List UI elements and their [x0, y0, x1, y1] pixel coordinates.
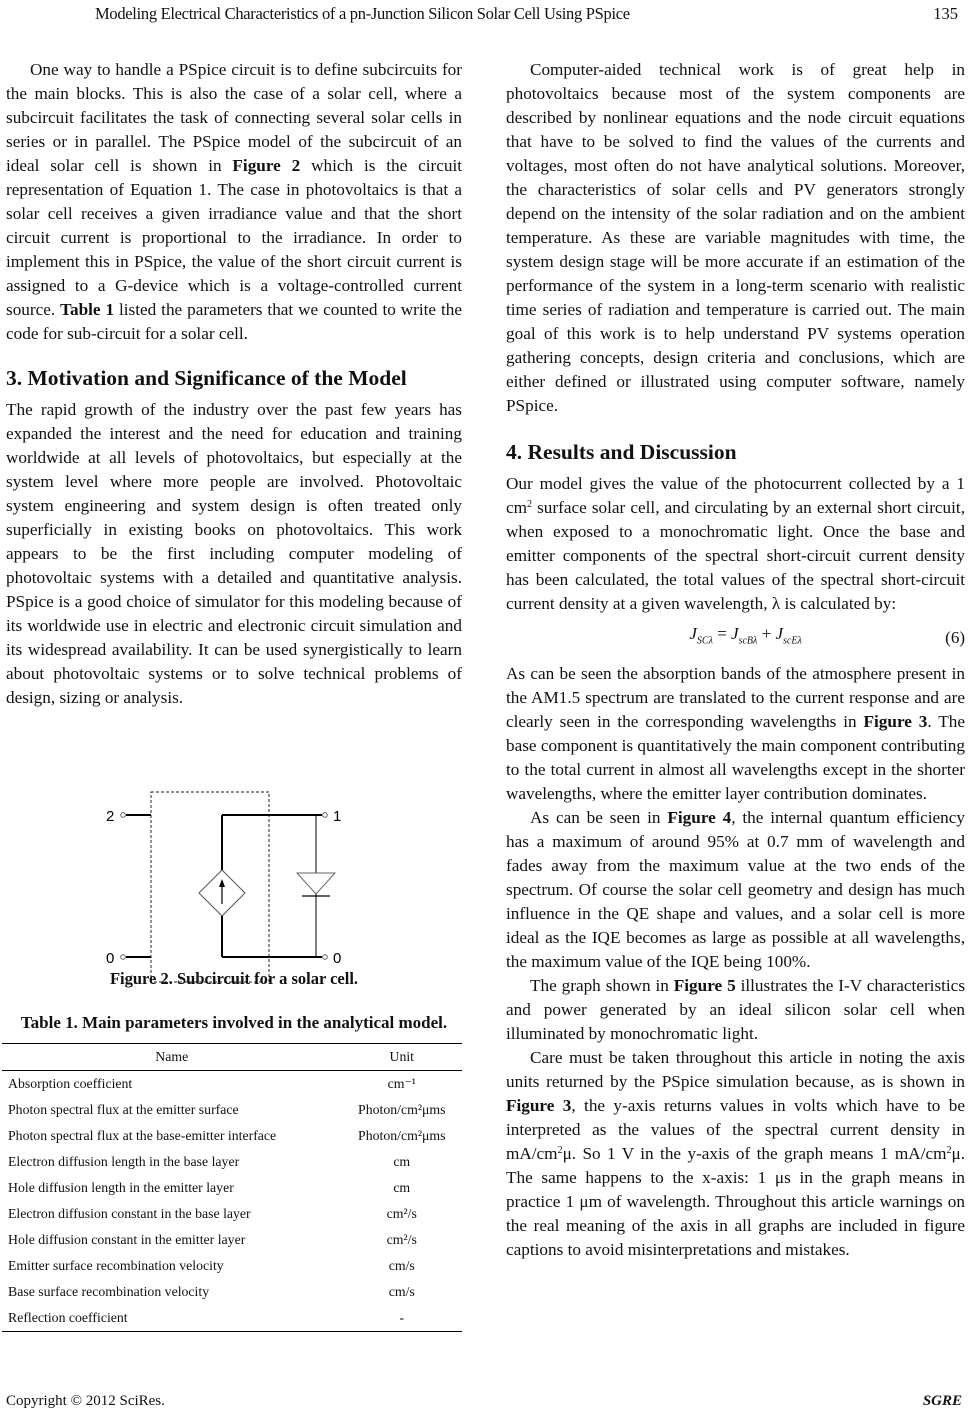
paragraph-text: illustrates the I-V characteristics and power generated by an ideal silicon solar cell when illuminated by monochromatic light. [506, 976, 966, 1043]
table-row [2, 1227, 462, 1253]
paragraph-iv-characteristics [506, 974, 965, 1046]
paragraph-quantum-efficiency [506, 806, 965, 974]
table-row [2, 1305, 462, 1332]
paragraph-motivation: The rapid growth of the industry over the past few years has expanded the interest and the need for education and training worldwide at all levels of photovoltaics, but especially at the system level where more people are involved. Photovoltaic system engineering and system design is often treated only superficially in existing books on photovoltaics. This work appears to be the first including computer modeling of photovoltaic systems with a detailed and quantitative analysis. PSpice is a good choice of simulator for this modeling because of its worldwide use in electric and electronic circuit simulation and its widespread availability. It can be used synergistically to learn about photovoltaic systems or to solve technical problems of design, sizing or analysis. [6, 400, 462, 707]
page-number: 135 [933, 4, 958, 23]
paragraph-absorption-bands [506, 662, 965, 806]
node-label-0-right: 0 [333, 950, 342, 967]
param-name: Hole diffusion constant in the emitter layer [8, 1232, 246, 1247]
param-unit: cm [393, 1154, 411, 1169]
paragraph-text: One way to handle a PSpice circuit is to define subcircuits for the main blocks. This is also the case of a solar cell, where a subcircuit facilitates the task of connecting several solar cells in series or in parallel. The PSpice model of the subcircuit of an ideal solar cell is shown in [6, 60, 462, 175]
param-name: Electron diffusion length in the base layer [8, 1154, 240, 1169]
terminal-0-left [121, 955, 126, 960]
diode-icon [297, 873, 335, 894]
param-unit: cm [393, 1180, 411, 1195]
node-label-1: 1 [333, 808, 342, 825]
running-header [0, 4, 970, 26]
paragraph-text: . The base component is quantitatively the main component contributing to the total current in almost all wavelengths except in the shorter wavelengths, where the emitter layer contribution dominates. [506, 712, 965, 803]
param-unit: Photon/cm²μms [358, 1128, 446, 1143]
equation-6 [506, 620, 965, 656]
paragraph-text: , the internal quantum efficiency has a maximum of around 95% at 0.7 mm of wavelength and fades away from the maximum value at the two ends of the spectrum. Of course the solar cell geometry and design has much influence in the QE shape and values, and a solar cell is more ideal as the IQE becomes as large as possible at all wavelengths, the maximum value of the IQE being 100%. [506, 808, 965, 971]
column-header-unit: Unit [342, 1044, 463, 1071]
paragraph-text: Our model gives the value of the photocurrent collected by a 1 cm [506, 474, 965, 517]
figure-2-reference: Figure 2 [232, 156, 301, 175]
paragraph-text: The graph shown in [530, 976, 674, 995]
paragraph-text: , the y-axis returns values in volts which have to be interpreted as the values of the spectral current density in mA/cm [506, 1096, 965, 1163]
paragraph-text: surface solar cell, and circulating by an external short circuit, when exposed to a monochromatic light. Once the base and emitter components of the spectral short-circuit current density has been calculated, the total values of the spectral short-circuit current density at a given wavelength, λ is calculated by: [506, 498, 965, 613]
table-row [2, 1071, 462, 1098]
parameters-table [2, 1043, 462, 1332]
paragraph-text: which is the circuit representation of Equation 1. The case in photovoltaics is that a solar cell receives a given irradiance value and that the short circuit current is proportional to the irradiance. In order to implement this in PSpice, the value of the short circuit current is assigned to a G-device which is a voltage-controlled current source. [6, 156, 463, 319]
table-header-row [2, 1044, 462, 1071]
table-1-caption: Table 1. Main parameters involved in the analytical model. [20, 1013, 448, 1032]
paragraph-text: listed the parameters that we counted to write the code for sub-circuit for a solar cell. [6, 300, 462, 343]
paragraph-axis-units [506, 1046, 965, 1262]
superscript: 2 [557, 1145, 563, 1156]
table-row [2, 1123, 462, 1149]
param-unit: cm²/s [386, 1206, 417, 1221]
paragraph-text: Care must be taken throughout this article in noting the axis units returned by the PSpice simulation because, as is shown in [506, 1048, 965, 1091]
left-column [6, 58, 462, 710]
table-row [2, 1175, 462, 1201]
param-unit: cm/s [388, 1258, 415, 1273]
param-name: Absorption coefficient [8, 1076, 133, 1091]
param-name: Hole diffusion length in the emitter layer [8, 1180, 234, 1195]
equation-number: (6) [945, 628, 965, 647]
param-unit: cm⁻¹ [387, 1076, 416, 1091]
node-label-0-left: 0 [106, 950, 115, 967]
copyright-notice: Copyright © 2012 SciRes. [6, 1393, 165, 1409]
page-footer [0, 1393, 970, 1415]
table-1-reference: Table 1 [60, 300, 115, 319]
right-column [506, 58, 965, 1262]
table-row [2, 1201, 462, 1227]
paragraph-computer-aided: Computer-aided technical work is of great help in photovoltaics because most of the system components are described by nonlinear equations and the node circuit equations that have to be solved to find the values of the currents and voltages, most often do not have analytical solutions. Moreover, the characteristics of solar cells and PV generators strongly depend on the intensity of the solar radiation and on the ambient temperature. As these are variable magnitudes with time, the system design stage will be more accurate if an estimation of the performance of the system in a long-term scenario with realistic time series of radiation and temperature is carried out. The main goal of this work is to help understand PV systems operation gathering concepts, design criteria and conclusions, which are either defined or illustrated using computer software, namely PSpice. [506, 60, 965, 415]
param-name: Photon spectral flux at the base-emitter interface [8, 1128, 277, 1143]
running-title: Modeling Electrical Characteristics of a pn-Junction Silicon Solar Cell Using PSpice [95, 4, 630, 23]
table-row [2, 1149, 462, 1175]
table-row [2, 1097, 462, 1123]
param-name: Base surface recombination velocity [8, 1284, 210, 1299]
paragraph-photocurrent [506, 472, 965, 616]
table-row [2, 1279, 462, 1305]
superscript: 2 [527, 499, 532, 510]
figure-2-caption: Figure 2. Subcircuit for a solar cell. [109, 969, 359, 988]
figure-4-reference: Figure 4 [667, 808, 732, 827]
param-name: Electron diffusion constant in the base layer [8, 1206, 251, 1221]
figure-3-reference: Figure 3 [863, 712, 928, 731]
param-unit: cm²/s [386, 1232, 417, 1247]
param-name: Reflection coefficient [2, 1305, 342, 1332]
paragraph-text: As can be seen the absorption bands of the atmosphere present in the AM1.5 spectrum are translated to the current response and are clearly seen in the corresponding wavelengths in [506, 664, 965, 731]
figure-5-reference: Figure 5 [673, 976, 736, 995]
section-4-heading: 4. Results and Discussion [506, 440, 737, 464]
paragraph-text: μ. The same happens to the x-axis: 1 μs in the graph means in practice 1 μm of wavelength. Throughout this article warnings on the real meaning of the axis in all graphs are included in figure captions to avoid misinterpretations and mistakes. [506, 1144, 965, 1259]
param-name: Photon spectral flux at the emitter surface [8, 1102, 239, 1117]
figure-3-reference: Figure 3 [506, 1096, 572, 1115]
node-label-2: 2 [106, 808, 115, 825]
section-3-heading: 3. Motivation and Significance of the Model [6, 366, 407, 390]
param-unit: Photon/cm²μms [358, 1102, 446, 1117]
param-name: Emitter surface recombination velocity [8, 1258, 224, 1273]
journal-abbreviation: SGRE [922, 1393, 962, 1409]
superscript: 2 [946, 1145, 952, 1156]
paragraph-text: As can be seen in [530, 808, 668, 827]
terminal-0-right [323, 955, 328, 960]
table-row [2, 1253, 462, 1279]
column-header-name: Name [2, 1044, 342, 1071]
paragraph-subcircuits [6, 58, 462, 346]
param-unit: cm/s [388, 1284, 415, 1299]
terminal-1 [323, 813, 328, 818]
paragraph-text: μ. So 1 V in the y-axis of the graph means 1 mA/cm [562, 1144, 947, 1163]
equation-expression: $J_{SC\lambda} = J_{scB\lambda} + J_{scE\lambda}$ [689, 624, 802, 647]
param-unit: - [342, 1305, 463, 1332]
terminal-2 [121, 813, 126, 818]
